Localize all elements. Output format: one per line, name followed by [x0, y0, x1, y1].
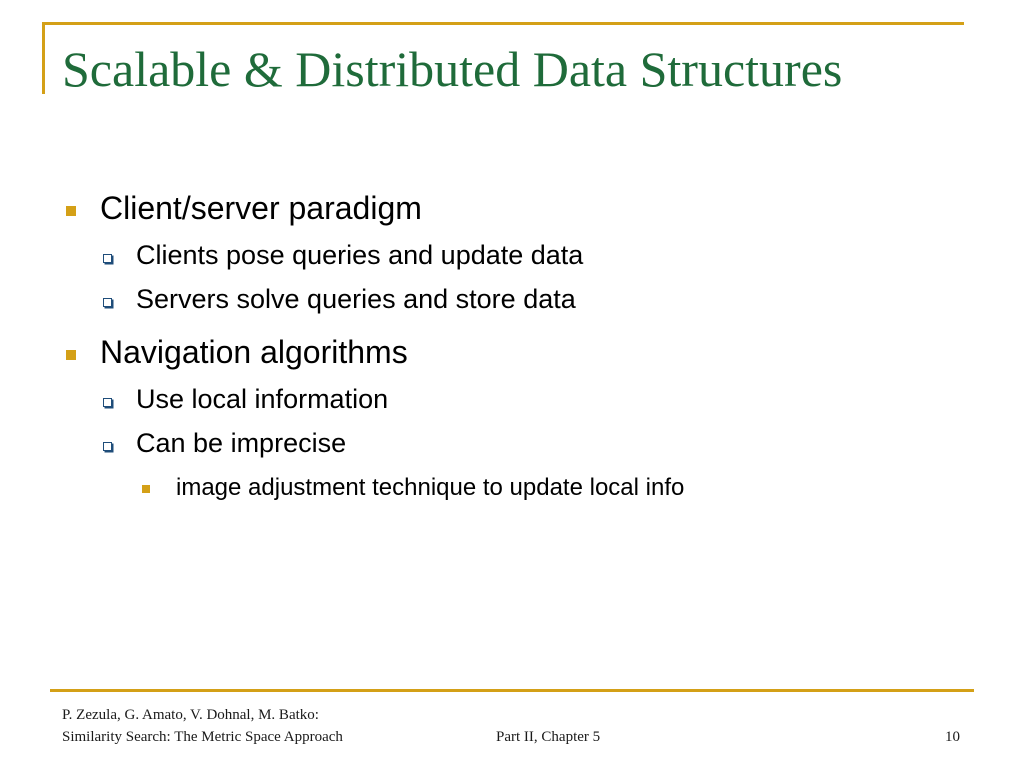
- footer-book-title: Similarity Search: The Metric Space Approach: [62, 729, 343, 745]
- bullet-level3-image-adjustment: image adjustment technique to update local info: [176, 474, 685, 501]
- hollow-square-bullet-icon: [103, 398, 112, 407]
- bullet-level2-local-information: Use local information: [136, 384, 389, 414]
- footer-rule: [50, 689, 974, 692]
- bullet-level2-servers-solve: Servers solve queries and store data: [136, 284, 576, 314]
- footer-page-number: 10: [945, 729, 960, 745]
- bullet-level2-imprecise: Can be imprecise: [136, 428, 347, 458]
- square-bullet-icon: [66, 206, 76, 216]
- hollow-square-bullet-icon: [103, 254, 112, 263]
- footer-chapter: Part II, Chapter 5: [496, 729, 601, 745]
- hollow-square-bullet-icon: [103, 442, 112, 451]
- bullet-level2-clients-pose: Clients pose queries and update data: [136, 240, 584, 270]
- bullet-level1-navigation: Navigation algorithms: [100, 334, 408, 370]
- bullet-level1-client-server: Client/server paradigm: [100, 190, 422, 226]
- hollow-square-bullet-icon: [103, 298, 112, 307]
- slide-title: Scalable & Distributed Data Structures: [62, 41, 843, 97]
- footer-authors: P. Zezula, G. Amato, V. Dohnal, M. Batko:: [62, 707, 319, 723]
- small-square-bullet-icon: [142, 485, 150, 493]
- square-bullet-icon: [66, 350, 76, 360]
